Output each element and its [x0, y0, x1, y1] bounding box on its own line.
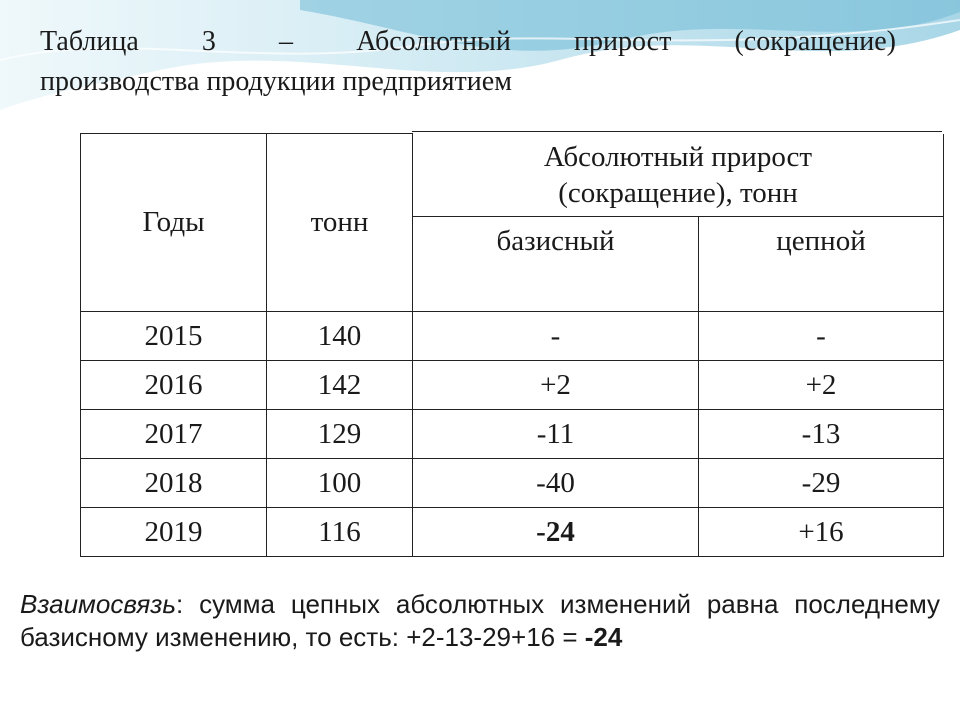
- table-row: [81, 311, 944, 360]
- table-row: [81, 458, 944, 507]
- title-line-2: производства продукции предприятием: [40, 66, 512, 97]
- title-word: Таблица: [40, 26, 139, 57]
- slide-title: [40, 22, 896, 102]
- header-abs-line2: (сокращение), тонн: [558, 176, 798, 209]
- cell-tons: 142: [267, 360, 413, 409]
- title-word: Абсолютный: [356, 26, 511, 57]
- relationship-note: [20, 588, 940, 654]
- cell-basic: -40: [413, 458, 699, 507]
- table-header-row: [81, 134, 944, 217]
- cell-basic: +2: [413, 360, 699, 409]
- cell-tons: 129: [267, 409, 413, 458]
- title-line-1: [40, 22, 896, 62]
- cell-year: 2018: [81, 458, 267, 507]
- data-table: [80, 133, 944, 557]
- title-word: –: [279, 26, 294, 57]
- header-years: Годы: [81, 134, 267, 312]
- cell-chain: -: [699, 311, 944, 360]
- header-tons: тонн: [267, 134, 413, 312]
- title-word: прирост: [573, 26, 672, 57]
- cell-year: 2016: [81, 360, 267, 409]
- note-colon: :: [176, 589, 184, 619]
- cell-year: 2015: [81, 311, 267, 360]
- title-word: 3: [201, 26, 216, 57]
- cell-chain: -29: [699, 458, 944, 507]
- header-basic: базисный: [413, 216, 699, 311]
- title-word: (сокращение): [734, 26, 896, 57]
- note-result: -24: [584, 622, 623, 652]
- cell-chain: +16: [699, 507, 944, 556]
- cell-year: 2019: [81, 507, 267, 556]
- table-row: [81, 360, 944, 409]
- cell-basic: -11: [413, 409, 699, 458]
- cell-tons: 100: [267, 458, 413, 507]
- note-label: Взаимосвязь: [20, 589, 176, 619]
- cell-basic: -24: [413, 507, 699, 556]
- header-abs-line1: Абсолютный прирост: [543, 140, 813, 173]
- table-row: [81, 507, 944, 556]
- header-chain: цепной: [699, 216, 944, 311]
- cell-chain: -13: [699, 409, 944, 458]
- cell-tons: 116: [267, 507, 413, 556]
- table-row: [81, 409, 944, 458]
- cell-tons: 140: [267, 311, 413, 360]
- cell-year: 2017: [81, 409, 267, 458]
- note-text: сумма цепных абсолютных изменений равна последнему базисному изменению, то есть: +2-13-29+16 =: [20, 589, 940, 652]
- header-absolute-growth: [413, 134, 944, 217]
- cell-basic: -: [413, 311, 699, 360]
- table-top-border: [412, 131, 942, 132]
- cell-chain: +2: [699, 360, 944, 409]
